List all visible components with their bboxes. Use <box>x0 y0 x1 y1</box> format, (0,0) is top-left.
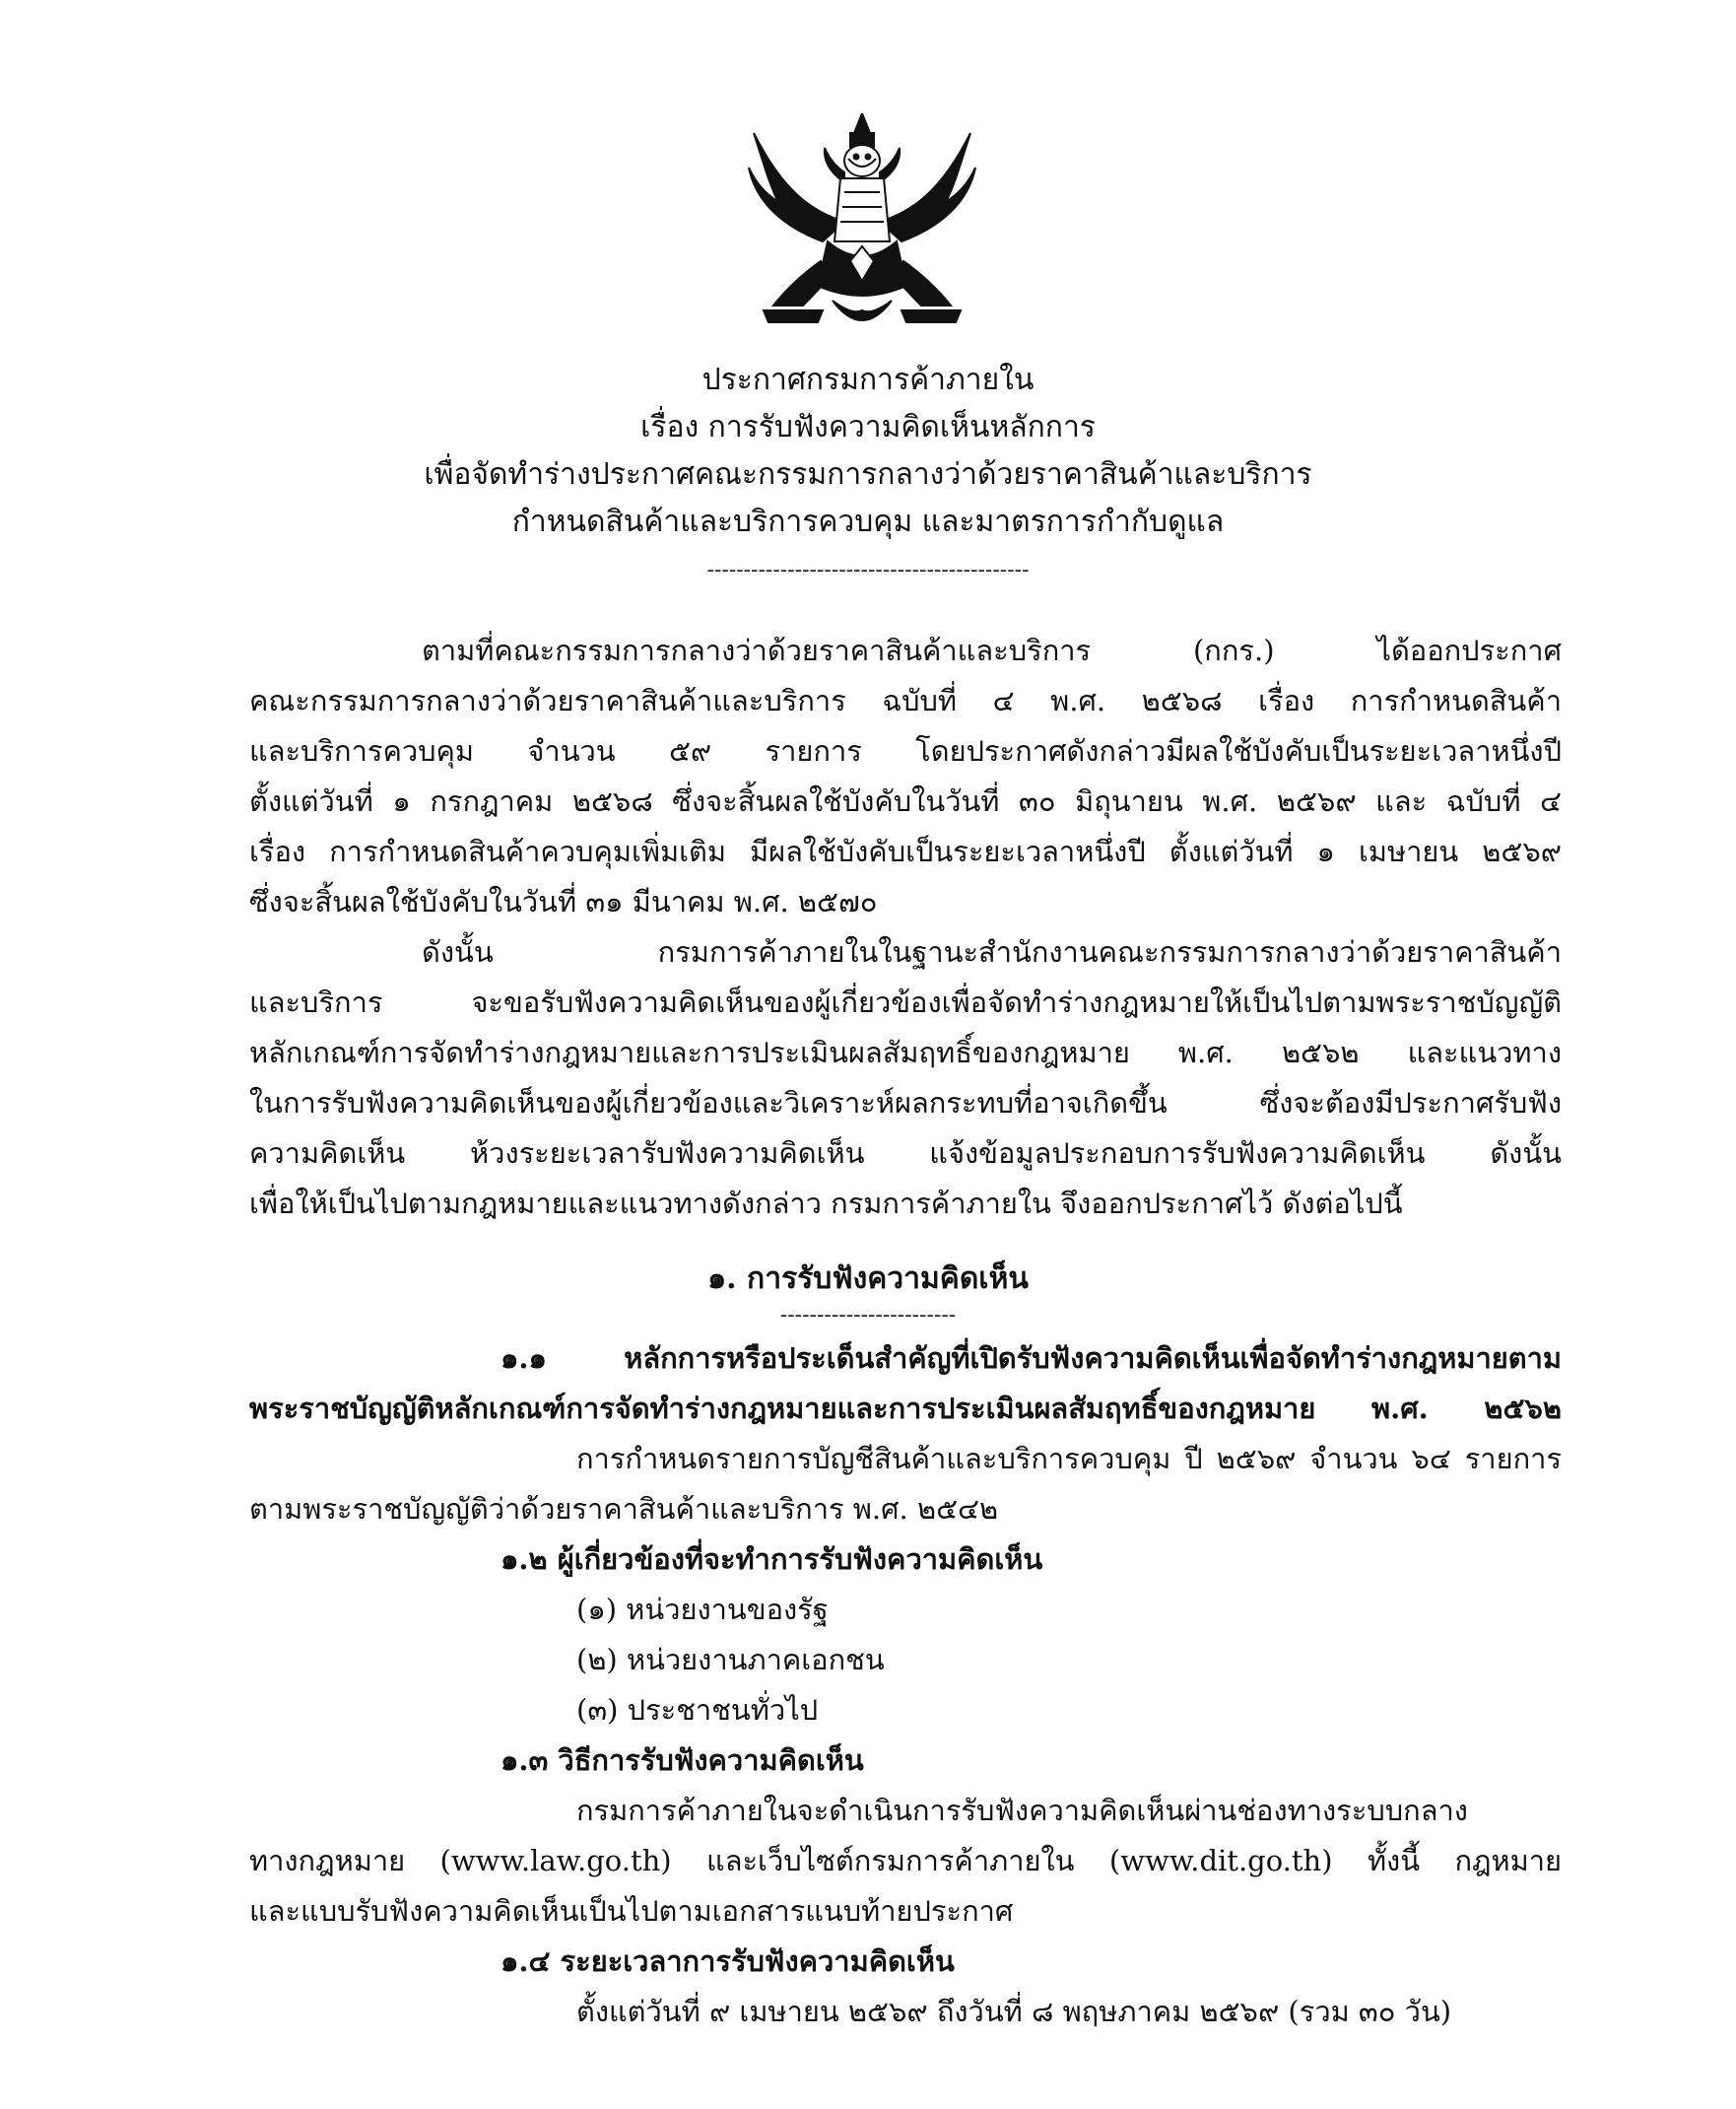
paragraph-1-line-2: คณะกรรมการกลางว่าด้วยราคาสินค้าและบริการ ฉบับที่ ๔ พ.ศ. ๒๕๖๘ เรื่อง การกำหนดสินค้า <box>249 684 1562 717</box>
paragraph-2-line-2: และบริการ จะขอรับฟังความคิดเห็นของผู้เกี่ยวข้องเพื่อจัดทำร่างกฎหมายให้เป็นไปตามพระราชบัญญัติ <box>249 986 1562 1019</box>
stakeholder-item: (๒) หน่วยงานภาคเอกชน <box>576 1643 885 1676</box>
subsection-1-3-text-line2: ทางกฎหมาย (www.law.go.th) และเว็บไซต์กรมการค้าภายใน (www.dit.go.th) ทั้งนี้ กฎหมาย <box>249 1844 1562 1877</box>
subsection-1-4-heading: ๑.๔ ระยะเวลาการรับฟังความคิดเห็น <box>501 1944 955 1978</box>
garuda-emblem-icon <box>734 113 990 340</box>
paragraph-2-line-3: หลักเกณฑ์การจัดทำร่างกฎหมายและการประเมินผลสัมฤทธิ์ของกฎหมาย พ.ศ. ๒๕๖๒ และแนวทาง <box>249 1036 1562 1069</box>
announcement-title: ประกาศกรมการค้าภายใน <box>701 363 1035 397</box>
subsection-1-4-text: ตั้งแต่วันที่ ๙ เมษายน ๒๕๖๙ ถึงวันที่ ๘ พฤษภาคม ๒๕๖๙ (รวม ๓๐ วัน) <box>576 1995 1452 2028</box>
subsection-1-2-heading: ๑.๒ ผู้เกี่ยวข้องที่จะทำการรับฟังความคิดเห็น <box>501 1542 1043 1576</box>
header-divider: -------------------------------------------- <box>706 558 1030 582</box>
paragraph-2-line-6: เพื่อให้เป็นไปตามกฎหมายและแนวทางดังกล่าว กรมการค้าภายใน จึงออกประกาศไว้ ดังต่อไปนี้ <box>249 1187 1403 1220</box>
subsection-1-3-text-line3: และแบบรับฟังความคิดเห็นเป็นไปตามเอกสารแนบท้ายประกาศ <box>249 1894 1014 1928</box>
paragraph-2-line-5: ความคิดเห็น ห้วงระยะเวลารับฟังความคิดเห็น แจ้งข้อมูลประกอบการรับฟังความคิดเห็น ดังนั้น <box>249 1136 1562 1170</box>
stakeholder-item: (๑) หน่วยงานของรัฐ <box>576 1593 829 1626</box>
announcement-subject-line3: กำหนดสินค้าและบริการควบคุม และมาตรการกำกับดูแล <box>511 505 1225 539</box>
paragraph-1-line-6: ซึ่งจะสิ้นผลใช้บังคับในวันที่ ๓๑ มีนาคม พ.ศ. ๒๕๗๐ <box>249 885 878 918</box>
subsection-1-1-text-line2: ตามพระราชบัญญัติว่าด้วยราคาสินค้าและบริการ พ.ศ. ๒๕๔๒ <box>249 1492 999 1526</box>
paragraph-1-line-3: และบริการควบคุม จำนวน ๕๙ รายการ โดยประกาศดังกล่าวมีผลใช้บังคับเป็นระยะเวลาหนึ่งปี <box>249 734 1562 768</box>
subsection-1-3-heading: ๑.๓ วิธีการรับฟังความคิดเห็น <box>501 1743 864 1777</box>
subsection-1-1-heading-line2: พระราชบัญญัติหลักเกณฑ์การจัดทำร่างกฎหมายและการประเมินผลสัมฤทธิ์ของกฎหมาย พ.ศ. ๒๕๖๒ <box>249 1392 1562 1425</box>
paragraph-2-line-4: ในการรับฟังความคิดเห็นของผู้เกี่ยวข้องและวิเคราะห์ผลกระทบที่อาจเกิดขึ้น ซึ่งจะต้องมีประกาศรับฟัง <box>249 1086 1562 1120</box>
paragraph-1-line-1: ตามที่คณะกรรมการกลางว่าด้วยราคาสินค้าและบริการ (กกร.) ได้ออกประกาศ <box>422 634 1562 667</box>
paragraph-1-line-5: เรื่อง การกำหนดสินค้าควบคุมเพิ่มเติม มีผลใช้บังคับเป็นระยะเวลาหนึ่งปี ตั้งแต่วันที่ ๑ เมษายน ๒๕๖๙ <box>249 835 1562 868</box>
paragraph-2-line-1: ดังนั้น กรมการค้าภายในในฐานะสำนักงานคณะกรรมการกลางว่าด้วยราคาสินค้า <box>422 935 1562 969</box>
subsection-1-1-heading: ๑.๑ หลักการหรือประเด็นสำคัญที่เปิดรับฟังความคิดเห็นเพื่อจัดทำร่างกฎหมายตาม <box>501 1341 1562 1375</box>
stakeholder-item: (๓) ประชาชนทั่วไป <box>576 1693 819 1727</box>
section-1-title: ๑. การรับฟังความคิดเห็น <box>707 1261 1029 1296</box>
subsection-1-3-text: กรมการค้าภายในจะดำเนินการรับฟังความคิดเห็นผ่านช่องทางระบบกลาง <box>576 1794 1468 1827</box>
announcement-subject-line2: เพื่อจัดทำร่างประกาศคณะกรรมการกลางว่าด้วยราคาสินค้าและบริการ <box>424 457 1312 492</box>
subsection-1-1-text: การกำหนดรายการบัญชีสินค้าและบริการควบคุม ปี ๒๕๖๙ จำนวน ๖๔ รายการ <box>576 1442 1562 1475</box>
paragraph-1-line-4: ตั้งแต่วันที่ ๑ กรกฎาคม ๒๕๖๘ ซึ่งจะสิ้นผลใช้บังคับในวันที่ ๓๐ มิถุนายน พ.ศ. ๒๕๖๙ และ ฉบับที่ ๔ <box>249 784 1562 818</box>
section-1-divider: ------------------------ <box>779 1303 957 1327</box>
announcement-subject: เรื่อง การรับฟังความคิดเห็นหลักการ <box>640 410 1096 444</box>
